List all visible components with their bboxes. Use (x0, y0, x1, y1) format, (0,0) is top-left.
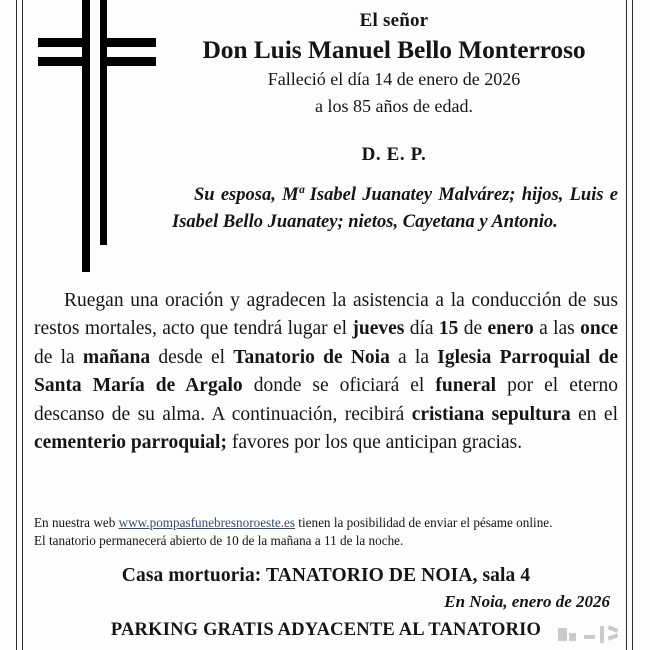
announcement-emph-cemetery: cementerio parroquial; (34, 432, 227, 454)
announcement-emph-day: 15 (438, 318, 459, 340)
dep-abbreviation: D. E. P. (361, 144, 427, 165)
left-border-rule-outer (16, 0, 17, 650)
survivors-line-3: Cayetana y Antonio. (402, 212, 558, 232)
cross-icon (38, 0, 168, 280)
announcement-text-5: de la (34, 346, 83, 368)
age-line: a los 85 años de edad. (315, 96, 473, 116)
logo-fragment-mark-5 (608, 625, 619, 632)
announcement-text-1: Ruegan una oración y agradecen la asistencia a la conducción de sus restos mortales, acto que tendrá lugar el (34, 290, 618, 340)
announcement-text-2: día (404, 318, 439, 340)
announcement-emph-daypart: mañana (82, 346, 151, 368)
death-date-line: Falleció el día 14 de enero de 2026 (267, 69, 521, 89)
logo-fragment-mark-1 (558, 628, 567, 641)
mortuary-line (34, 565, 618, 587)
cross-gray-lower-arm (100, 57, 156, 66)
opening-hours-line: El tanatorio permanecerá abierto de 10 de la mañana a 11 de la noche. (34, 532, 404, 548)
left-border-rule-inner (22, 0, 23, 650)
announcement-emph-weekday: jueves (352, 318, 405, 340)
cross-black-lower-arm (38, 57, 90, 66)
announcement-text-8: donde se oficiará el (242, 375, 436, 397)
announcement-emph-church: Iglesia Parroquial de Santa María de Argalo (34, 346, 618, 397)
announcement-emph-burial: cristiana sepultura (411, 403, 571, 425)
place-and-date: En Noia, enero de 2026 (444, 592, 610, 611)
logo-fragment-mark-4 (600, 626, 604, 643)
logo-fragment-mark-2 (569, 633, 576, 641)
deceased-name: Don Luis Manuel Bello Monterroso (202, 35, 586, 64)
website-suffix: tienen la posibilidad de enviar el pésame online. (295, 515, 553, 530)
announcement-emph-funeral-home: Tanatorio de Noia (233, 346, 390, 368)
announcement-paragraph (34, 287, 618, 457)
announcement-emph-month: enero (487, 318, 534, 340)
announcement-text-7: a la (389, 346, 438, 368)
cross-black-upper-arm (38, 38, 90, 47)
announcement-text-11: favores por los que anticipan gracias. (226, 432, 523, 454)
deceased-header (170, 8, 618, 166)
logo-fragment-mark-3 (584, 635, 595, 639)
cropped-logo-fragment (556, 626, 622, 648)
website-prefix: En nuestra web (34, 515, 119, 530)
logo-fragment-mark-6 (608, 633, 619, 640)
cross-gray-vertical-bar (100, 0, 107, 245)
survivors-block (172, 182, 618, 236)
right-border-rule-outer (632, 0, 633, 650)
website-notice (34, 514, 618, 549)
announcement-text-3: de (458, 318, 488, 340)
survivors-line-1: Su esposa, Mª Isabel Juanatey Malvárez; (194, 185, 516, 205)
right-border-rule-inner (626, 0, 627, 650)
website-line (34, 514, 618, 532)
cross-gray-upper-arm (100, 38, 156, 47)
honorific-label: El señor (359, 10, 429, 31)
announcement-text-9: por el eterno descanso de su alma. A continuación, recibirá (34, 375, 618, 425)
announcement-emph-funeral: funeral (435, 375, 497, 397)
mortuary-value: TANATORIO DE NOIA, sala 4 (261, 565, 531, 586)
announcement-emph-hour: once (580, 318, 618, 340)
website-url-link[interactable]: www.pompasfunebresnoroeste.es (118, 515, 295, 530)
mortuary-label: Casa mortuoria: (121, 565, 262, 586)
announcement-text-6: desde el (150, 346, 234, 368)
announcement-text-10: en el (570, 403, 619, 425)
announcement-text-4: a las (533, 318, 581, 340)
parking-notice: PARKING GRATIS ADYACENTE AL TANATORIO (110, 620, 542, 640)
survivors-line-2: hijos, Luis e Isabel Bello Juanatey; nietos, (172, 185, 618, 232)
